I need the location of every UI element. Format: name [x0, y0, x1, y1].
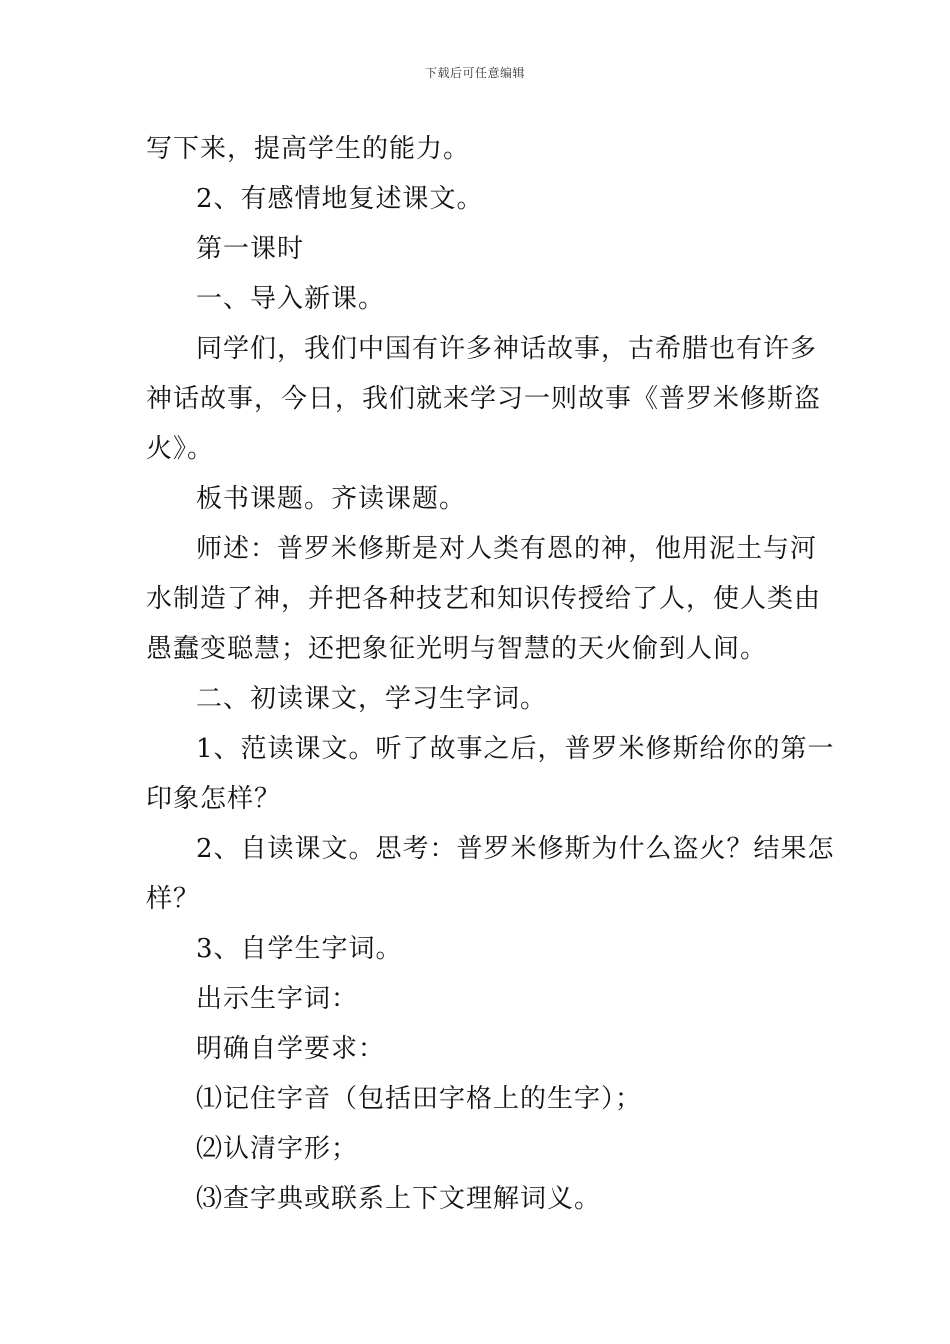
page-header: 下载后可任意编辑 — [424, 66, 525, 80]
list-item: ⑵认清字形； — [196, 1134, 359, 1164]
section-heading: 一、导入新课。 — [196, 284, 386, 314]
paragraph-line: 同学们，我们中国有许多神话故事，古希腊也有许多 — [196, 334, 818, 364]
list-item: ⑴记住字音（包括田字格上的生字）； — [196, 1084, 643, 1114]
paragraph-line: 写下来，提高学生的能力。 — [146, 134, 471, 164]
list-item: ⑶查字典或联系上下文理解词义。 — [196, 1184, 602, 1214]
paragraph-line: 2、自读课文。思考：普罗米修斯为什么盗火？结果怎 — [196, 834, 835, 864]
section-heading: 二、初读课文，学习生字词。 — [196, 684, 548, 714]
paragraph-line: 明确自学要求： — [196, 1034, 386, 1064]
paragraph-line: 火》。 — [146, 434, 215, 464]
section-heading: 第一课时 — [196, 234, 305, 264]
paragraph-line: 师述：普罗米修斯是对人类有恩的神，他用泥土与河 — [196, 534, 818, 564]
paragraph-line: 愚蠢变聪慧；还把象征光明与智慧的天火偷到人间。 — [146, 634, 768, 664]
paragraph-line: 1、范读课文。听了故事之后，普罗米修斯给你的第一 — [196, 734, 835, 764]
paragraph-line: 板书课题。齐读课题。 — [196, 484, 467, 514]
paragraph-line: 印象怎样？ — [146, 784, 282, 814]
paragraph-line: 样？ — [146, 884, 201, 914]
paragraph-line: 神话故事，今日，我们就来学习一则故事《普罗米修斯盗 — [146, 384, 822, 414]
paragraph-line: 出示生字词： — [196, 984, 359, 1014]
paragraph-line: 3、自学生字词。 — [196, 934, 403, 964]
document-body — [146, 124, 835, 1224]
paragraph-line: 2、有感情地复述课文。 — [196, 184, 484, 214]
paragraph-line: 水制造了神，并把各种技艺和知识传授给了人，使人类由 — [146, 584, 822, 614]
